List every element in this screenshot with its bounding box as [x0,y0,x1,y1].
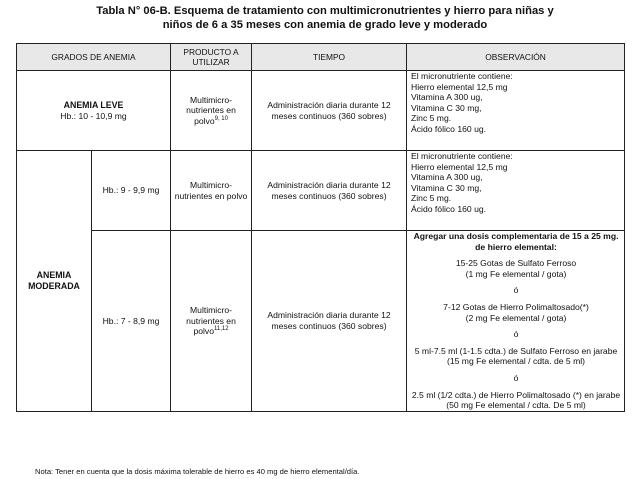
product-leve [171,71,252,151]
obs-mod1-item: Hierro elemental 12,5 mg [411,161,508,172]
product-mod2-ref: 11,12 [214,326,229,333]
obs-leve-item: Zinc 5 mg. [411,113,452,124]
title-line-2: niños de 6 a 35 meses con anemia de grado leve y moderado [162,19,488,31]
table-title [40,4,610,32]
obs-leve [407,71,625,151]
title-line-1: Tabla N° 06-B. Esquema de tratamiento con multimicronutrientes y hierro para niñas y [96,5,554,17]
time-moderada-2: Administración diaria durante 12 meses continuos (360 sobres) [252,231,407,412]
product-leve-text: Multimicro-nutrientes en polvo [186,94,236,126]
obs-mod1-item: Zinc 5 mg. [411,193,452,204]
obs-mod2-opt1b: (1 mg Fe elemental / gota) [465,268,567,279]
product-leve-ref: 9, 10 [214,115,228,122]
product-moderada-1: Multimicro-nutrientes en polvo [171,151,252,231]
obs-leve-item: Vitamina A 300 ug, [411,92,483,103]
header-row [17,44,625,71]
obs-moderada-1 [407,151,625,231]
obs-mod1-item: Ácido fólico 160 ug. [411,203,487,214]
hb-moderada-2: Hb.: 7 - 8,9 mg [92,231,171,412]
obs-moderada-2 [407,231,625,412]
obs-leve-item: Hierro elemental 12,5 mg [411,81,508,92]
grade-leve-title: ANEMIA LEVE [63,99,124,110]
obs-mod1-item: Vitamina A 300 ug, [411,172,483,183]
obs-mod2-or1: ó [513,285,519,296]
obs-mod2-or3: ó [513,372,519,383]
obs-leve-item: Vitamina C 30 mg, [411,102,482,113]
hb-moderada-1: Hb.: 9 - 9,9 mg [92,151,171,231]
grade-moderada [17,151,92,412]
grade-leve [17,71,171,151]
time-leve: Administración diaria durante 12 meses continuos (360 sobres) [252,71,407,151]
row-anemia-leve [17,71,625,151]
header-tiempo: TIEMPO [252,44,407,71]
obs-mod2-opt4a: 2.5 ml (1/2 cdta.) de Hierro Polimaltosado (*) en jarabe [411,389,621,400]
product-mod2-text: Multimicro-nutrientes en polvo [186,304,236,337]
grade-moderada-title: ANEMIA MODERADA [28,270,80,291]
obs-mod2-opt3b: (15 mg Fe elemental / cdta. de 5 ml) [446,356,586,367]
row-moderada-2 [17,231,625,412]
time-moderada-1: Administración diaria durante 12 meses continuos (360 sobres) [252,151,407,231]
obs-mod1-intro: El micronutriente contiene: [411,151,513,161]
header-producto: PRODUCTO A UTILIZAR [171,44,252,71]
obs-mod2-opt1a: 15-25 Gotas de Sulfato Ferroso [455,258,577,269]
product-moderada-2 [171,231,252,412]
treatment-table [16,43,625,412]
footnote: Nota: Tener en cuenta que la dosis máxima tolerable de hierro es 40 mg de hierro elemental/día. [35,467,360,476]
obs-mod2-opt2b: (2 mg Fe elemental / gota) [465,312,567,323]
obs-mod2-opt3a: 5 ml-7.5 ml (1-1.5 cdta.) de Sulfato Ferroso en jarabe [414,345,618,356]
obs-mod2-opt4b: (50 mg Fe elemental / cdta. De 5 ml) [446,400,586,411]
obs-leve-intro: El micronutriente contiene: [411,71,513,81]
obs-leve-item: Ácido fólico 160 ug. [411,123,487,134]
obs-mod2-opt2a: 7-12 Gotas de Hierro Polimaltosado(*) [443,301,589,312]
header-grados: GRADOS DE ANEMIA [17,44,171,71]
obs-mod1-item: Vitamina C 30 mg, [411,182,482,193]
grade-leve-hb: Hb.: 10 - 10,9 mg [60,110,127,121]
obs-mod2-bold: Agregar una dosis complementaria de 15 a 25 mg. de hierro elemental: [413,231,619,252]
row-moderada-1 [17,151,625,231]
obs-mod2-or2: ó [513,329,519,340]
header-observacion: OBSERVACIÓN [407,44,625,71]
